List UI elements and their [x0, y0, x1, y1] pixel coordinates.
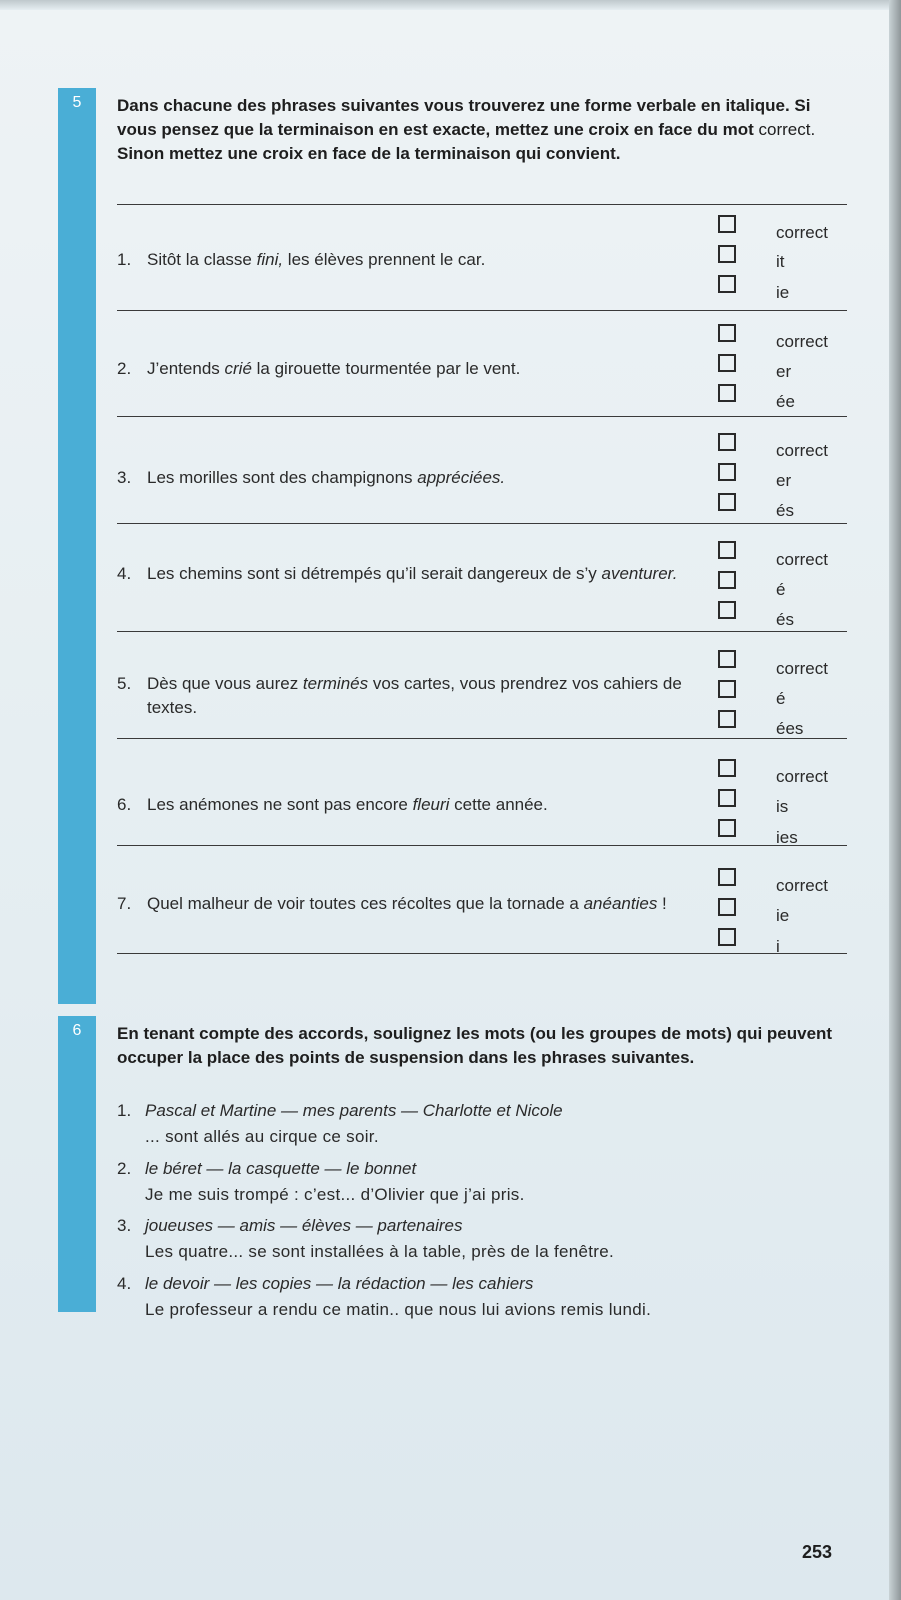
page-number: 253 — [802, 1542, 833, 1562]
checkbox-correct[interactable] — [718, 324, 736, 342]
page-binding-edge — [889, 0, 901, 1600]
item-number: 3. — [117, 468, 132, 487]
exercise-5-number: 5 — [72, 94, 82, 111]
item-sentence: Je me suis trompé : c’est... d’Olivier que j’ai pris. — [145, 1185, 525, 1204]
option-label: correct — [776, 767, 828, 786]
sentence-start: Les chemins sont si détrempés qu’il serait dangereux de s’y — [147, 564, 602, 583]
checkbox-correct[interactable] — [718, 759, 736, 777]
word-choices: le devoir — les copies — la rédaction — les cahiers — [145, 1274, 534, 1293]
option-label: ées — [776, 719, 804, 738]
option-label: correct — [776, 876, 828, 895]
italic-verb: terminés — [302, 674, 369, 693]
word-choices: Pascal et Martine — mes parents — Charlotte et Nicole — [145, 1101, 563, 1120]
option-label: é — [776, 580, 786, 599]
item-sentence — [147, 793, 707, 817]
option-label: correct — [776, 223, 828, 242]
item-number: 3. — [117, 1216, 132, 1235]
option-label: i — [776, 937, 780, 956]
sentence-end: vos cartes, vous prendrez vos cahiers de textes. — [147, 674, 682, 717]
italic-verb: aventurer. — [601, 564, 678, 583]
sentence-end: cette année. — [449, 795, 548, 814]
option-label: er — [776, 362, 792, 381]
divider — [117, 845, 847, 846]
exercise-5-band — [58, 88, 96, 1004]
checkbox-correct[interactable] — [718, 215, 736, 233]
italic-verb: anéanties — [583, 894, 658, 913]
divider — [117, 953, 847, 954]
word-choices: joueuses — amis — élèves — partenaires — [145, 1216, 463, 1235]
instruction-bold-2: Sinon mettez une croix en face de la terminaison qui convient. — [117, 144, 621, 163]
divider — [117, 416, 847, 417]
word-choices: le béret — la casquette — le bonnet — [145, 1159, 417, 1178]
option-label: correct — [776, 550, 828, 569]
item-number: 1. — [117, 1101, 132, 1120]
page-top-edge — [0, 0, 901, 10]
option-label: ies — [776, 828, 798, 847]
option-label: és — [776, 501, 794, 520]
option-label: é — [776, 689, 786, 708]
italic-verb: crié — [224, 359, 252, 378]
checkbox-option-3[interactable] — [718, 710, 736, 728]
item-sentence: Les quatre... se sont installées à la table, près de la fenêtre. — [145, 1242, 615, 1261]
item-number: 2. — [117, 1159, 132, 1178]
item-sentence — [147, 357, 707, 381]
instruction-correct-word: correct. — [753, 120, 816, 139]
divider — [117, 204, 847, 205]
item-sentence — [147, 466, 707, 490]
item-number: 7. — [117, 894, 132, 913]
item-sentence: Le professeur a rendu ce matin.. que nous lui avions remis lundi. — [145, 1300, 652, 1319]
item-number: 4. — [117, 564, 132, 583]
option-label: correct — [776, 332, 828, 351]
sentence-start: Les morilles sont des champignons — [147, 468, 418, 487]
option-label: és — [776, 610, 794, 629]
checkbox-correct[interactable] — [718, 433, 736, 451]
checkbox-option-2[interactable] — [718, 898, 736, 916]
checkbox-option-3[interactable] — [718, 928, 736, 946]
checkbox-option-3[interactable] — [718, 819, 736, 837]
item-number: 2. — [117, 359, 132, 378]
item-number: 5. — [117, 674, 132, 693]
exercise-6-band — [58, 1016, 96, 1312]
item-sentence — [147, 672, 707, 720]
sentence-start: Quel malheur de voir toutes ces récoltes que la tornade a — [147, 894, 584, 913]
checkbox-option-2[interactable] — [718, 245, 736, 263]
divider — [117, 631, 847, 632]
divider — [117, 523, 847, 524]
checkbox-option-3[interactable] — [718, 601, 736, 619]
sentence-start: Sitôt la classe — [147, 250, 257, 269]
checkbox-option-2[interactable] — [718, 463, 736, 481]
exercise-6-number: 6 — [72, 1022, 82, 1039]
checkbox-option-2[interactable] — [718, 354, 736, 372]
checkbox-option-2[interactable] — [718, 680, 736, 698]
sentence-start: Dès que vous aurez — [147, 674, 303, 693]
italic-verb: fleuri — [412, 795, 450, 814]
sentence-end: la girouette tourmentée par le vent. — [251, 359, 521, 378]
checkbox-correct[interactable] — [718, 541, 736, 559]
exercise-5-instruction — [117, 94, 852, 166]
item-sentence — [147, 892, 707, 916]
italic-verb: appréciées. — [417, 468, 506, 487]
checkbox-option-3[interactable] — [718, 493, 736, 511]
divider — [117, 738, 847, 739]
option-label: ie — [776, 906, 790, 925]
exercise-6-instruction: En tenant compte des accords, soulignez les mots (ou les groupes de mots) qui peuvent occuper la place des points de suspension dans les phrases suivantes. — [117, 1024, 833, 1067]
option-label: it — [776, 252, 785, 271]
option-label: ée — [776, 392, 795, 411]
checkbox-option-3[interactable] — [718, 275, 736, 293]
option-label: is — [776, 797, 789, 816]
item-sentence: ... sont allés au cirque ce soir. — [145, 1127, 379, 1146]
sentence-end: ! — [657, 894, 667, 913]
option-label: correct — [776, 441, 828, 460]
italic-verb: fini, — [256, 250, 284, 269]
item-number: 1. — [117, 250, 132, 269]
checkbox-option-3[interactable] — [718, 384, 736, 402]
checkbox-option-2[interactable] — [718, 571, 736, 589]
divider — [117, 310, 847, 311]
option-label: er — [776, 471, 792, 490]
instruction-bold-1: Dans chacune des phrases suivantes vous trouverez une forme verbale en italique. Si vous pensez que la terminaison en est exacte, mettez une croix en face du mot — [117, 96, 811, 139]
option-label: correct — [776, 659, 828, 678]
item-sentence — [147, 562, 707, 586]
checkbox-correct[interactable] — [718, 868, 736, 886]
item-number: 6. — [117, 795, 132, 814]
item-number: 4. — [117, 1274, 132, 1293]
item-sentence — [147, 248, 707, 272]
checkbox-option-2[interactable] — [718, 789, 736, 807]
checkbox-correct[interactable] — [718, 650, 736, 668]
option-label: ie — [776, 283, 790, 302]
sentence-start: J’entends — [147, 359, 225, 378]
sentence-end: les élèves prennent le car. — [283, 250, 486, 269]
sentence-start: Les anémones ne sont pas encore — [147, 795, 413, 814]
